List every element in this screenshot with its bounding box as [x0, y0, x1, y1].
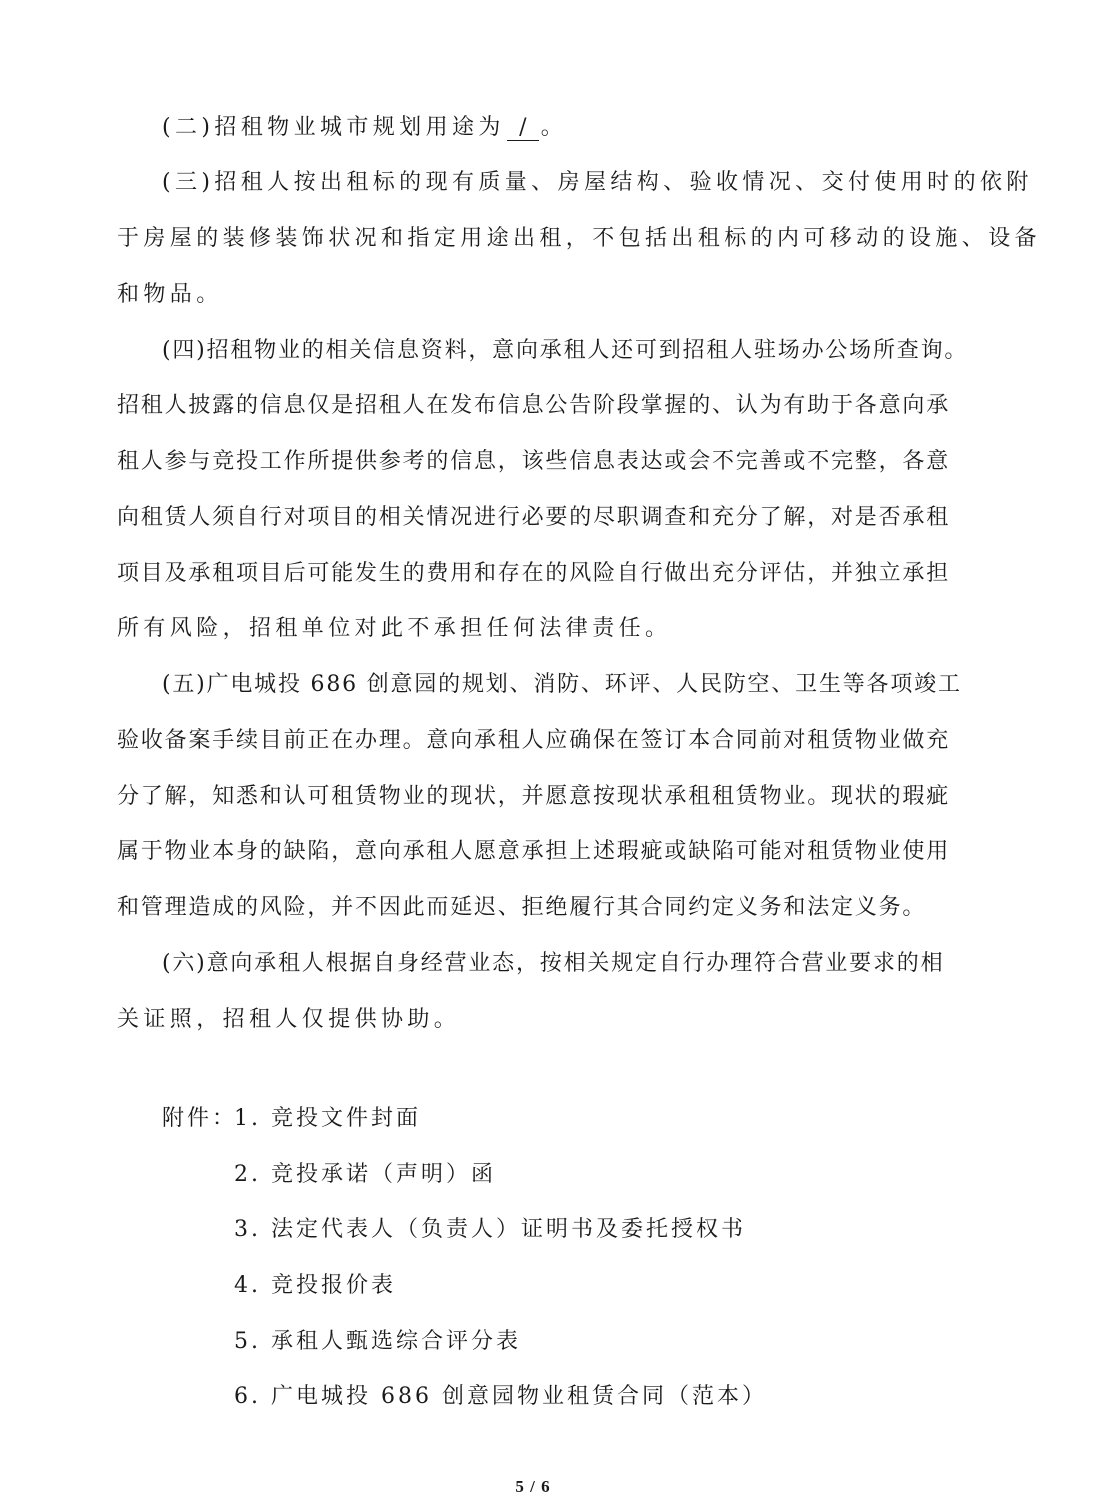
paragraph-3-line-1: (三)招租人按出租标的现有质量、房屋结构、验收情况、交付使用时的依附: [162, 170, 1033, 195]
paragraph-2: [162, 113, 567, 143]
paragraph-4-line-6: 所有风险，招租单位对此不承担任何法律责任。: [117, 616, 672, 641]
paragraph-5-line-1: (五)广电城投 686 创意园的规划、消防、环评、人民防空、卫生等各项竣工: [162, 672, 962, 697]
attachments-label: 附件：: [162, 1106, 238, 1131]
attachment-item-5: 5. 承租人甄选综合评分表: [234, 1329, 521, 1354]
attachment-item-6: 6. 广电城投 686 创意园物业租赁合同（范本）: [234, 1384, 767, 1409]
paragraph-3-line-3: 和物品。: [117, 282, 223, 307]
paragraph-3-line-2: 于房屋的装修装饰状况和指定用途出租，不包括出租标的内可移动的设施、设备: [117, 226, 1042, 251]
blank-field: /: [507, 116, 539, 141]
paragraph-5-line-5: 和管理造成的风险，并不因此而延迟、拒绝履行其合同约定义务和法定义务。: [117, 895, 927, 920]
paragraph-4-line-4: 向租赁人须自行对项目的相关情况进行必要的尽职调查和充分了解，对是否承租: [117, 505, 951, 530]
paragraph-2-text: (二)招租物业城市规划用途为: [162, 115, 505, 140]
attachment-item-4: 4. 竞投报价表: [234, 1273, 396, 1298]
paragraph-4-line-3: 租人参与竞投工作所提供参考的信息，该些信息表达或会不完善或不完整，各意: [117, 449, 951, 474]
paragraph-5-line-3: 分了解，知悉和认可租赁物业的现状，并愿意按现状承租租赁物业。现状的瑕疵: [117, 784, 951, 809]
page-number: 5 / 6: [515, 1477, 551, 1496]
paragraph-5-line-4: 属于物业本身的缺陷，意向承租人愿意承担上述瑕疵或缺陷可能对租赁物业使用: [117, 839, 951, 864]
paragraph-5-line-2: 验收备案手续目前正在办理。意向承租人应确保在签订本合同前对租赁物业做充: [117, 728, 951, 753]
attachment-item-2: 2. 竞投承诺（声明）函: [234, 1162, 496, 1187]
paragraph-4-line-1: (四)招租物业的相关信息资料，意向承租人还可到招租人驻场办公场所查询。: [162, 338, 969, 363]
paragraph-6-line-1: (六)意向承租人根据自身经营业态，按相关规定自行办理符合营业要求的相: [162, 951, 945, 976]
paragraph-6-line-2: 关证照，招租人仅提供协助。: [117, 1007, 461, 1032]
paragraph-4-line-5: 项目及承租项目后可能发生的费用和存在的风险自行做出充分评估，并独立承担: [117, 561, 951, 586]
paragraph-4-line-2: 招租人披露的信息仅是招租人在发布信息公告阶段掌握的、认为有助于各意向承: [117, 393, 951, 418]
attachment-item-1: 1. 竞投文件封面: [234, 1106, 421, 1131]
attachment-item-3: 3. 法定代表人（负责人）证明书及委托授权书: [234, 1217, 746, 1242]
paragraph-2-end: 。: [540, 115, 568, 140]
